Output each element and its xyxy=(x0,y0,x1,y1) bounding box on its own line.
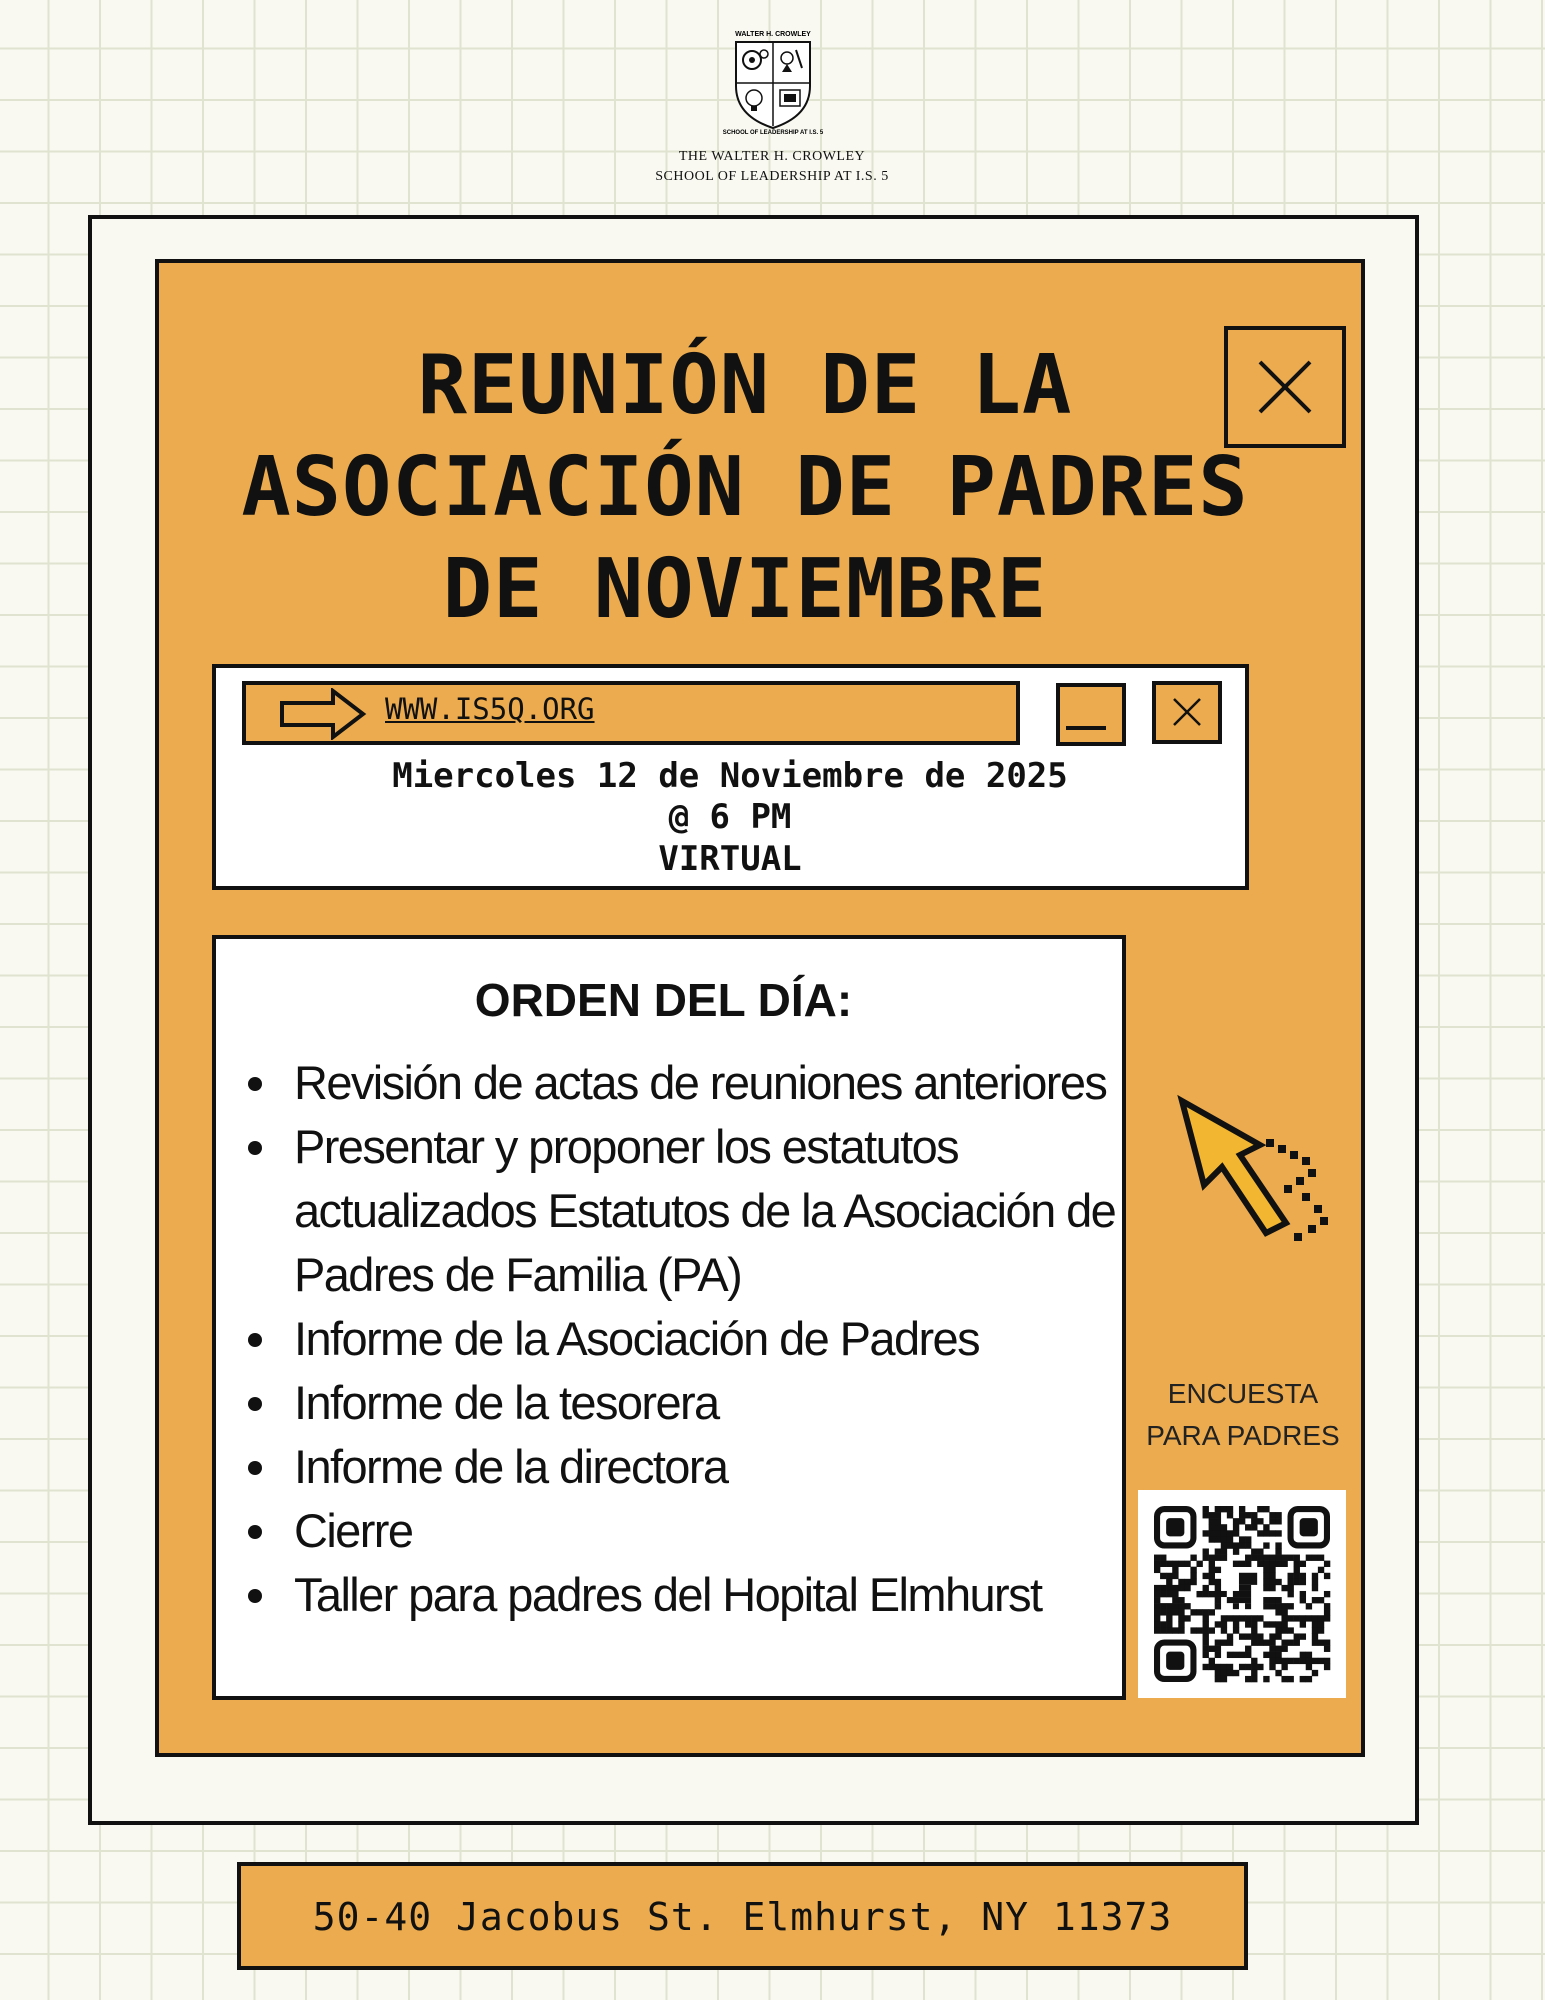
minimize-button[interactable] xyxy=(1056,683,1126,746)
agenda-item: Revisión de actas de reuniones anteriores xyxy=(236,1051,1116,1115)
page-title xyxy=(170,335,1320,641)
logo-top-text: WALTER H. CROWLEY xyxy=(735,31,811,38)
school-crest-logo xyxy=(722,28,824,140)
website-link[interactable]: WWW.IS5Q.ORG xyxy=(385,692,595,726)
close-icon xyxy=(1228,330,1342,444)
meeting-mode: VIRTUAL xyxy=(658,839,802,879)
logo-bottom-text: SCHOOL OF LEADERSHIP AT I.S. 5 xyxy=(722,130,824,136)
school-address: 50-40 Jacobus St. Elmhurst, NY 11373 xyxy=(312,1895,1173,1939)
survey-qr-code[interactable] xyxy=(1138,1490,1346,1698)
dinosaur-icon xyxy=(1221,1573,1257,1609)
agenda-list xyxy=(236,1051,1116,1627)
agenda-item: Informe de la tesorera xyxy=(236,1371,1116,1435)
agenda-item: Cierre xyxy=(236,1499,1116,1563)
meeting-date: Miercoles 12 de Noviembre de 2025 xyxy=(392,756,1068,796)
agenda-item: Informe de la Asociación de Padres xyxy=(236,1307,1116,1371)
survey-label-line2: PARA PADRES xyxy=(1146,1420,1340,1451)
agenda-item: Presentar y proponer los estatutos actualizados Estatutos de la Asociación de Padres de Familia (PA) xyxy=(236,1115,1116,1307)
title-line-2: ASOCIACIÓN DE PADRES xyxy=(241,440,1249,535)
title-line-1: REUNIÓN DE LA xyxy=(417,338,1073,433)
meeting-time: @ 6 PM xyxy=(668,797,792,837)
title-line-3: DE NOVIEMBRE xyxy=(442,542,1048,637)
pixel-cursor-icon xyxy=(1174,1093,1334,1243)
agenda-item: Taller para padres del Hopital Elmhurst xyxy=(236,1563,1116,1627)
school-name-line2: SCHOOL OF LEADERSHIP AT I.S. 5 xyxy=(655,169,889,184)
agenda-item: Informe de la directora xyxy=(236,1435,1116,1499)
arrow-right-icon xyxy=(278,688,368,740)
minimize-icon xyxy=(1066,726,1106,730)
window-close-button[interactable] xyxy=(1224,326,1346,448)
info-close-button[interactable] xyxy=(1152,681,1222,744)
qr-code-pattern xyxy=(1138,1490,1346,1698)
agenda-title: ORDEN DEL DÍA: xyxy=(474,974,853,1026)
school-name-line1: THE WALTER H. CROWLEY xyxy=(678,149,866,164)
close-icon xyxy=(1156,685,1218,740)
survey-label-line1: ENCUESTA xyxy=(1167,1378,1319,1409)
